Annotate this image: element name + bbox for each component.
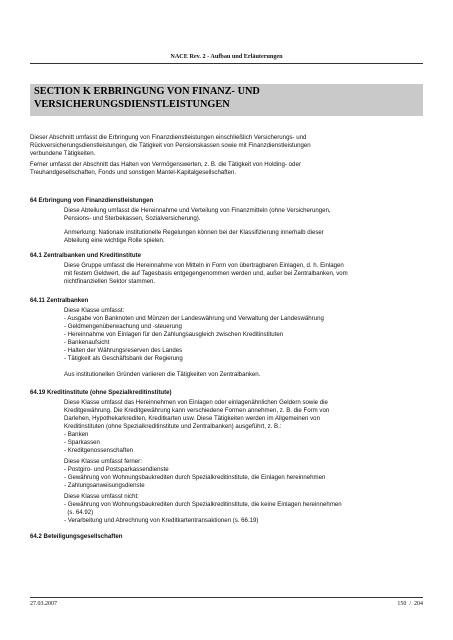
- text-line: Kreditinstituten (ohne Spezialkreditinstitute und Zentralbanken) ausgeführt, z. B.:: [64, 423, 282, 430]
- text-line: - Kreditgenossenschaften: [64, 447, 134, 454]
- text-line: Darlehen, Hypothekarkrediten, Kreditkarten usw. Diese Tätigkeiten werden im Allgemeinen von: [64, 415, 320, 422]
- intro-line: Rückversicherungsdienstleistungen, die Tätigkeit von Pensionskassen sowie mit Finanzdienstleistungen: [30, 142, 311, 149]
- text-line: - Ausgabe von Banknoten und Münzen der Landeswährung und Verwaltung der Landeswährung: [64, 315, 324, 322]
- heading-64-11: 64.11 Zentralbanken: [30, 297, 89, 304]
- text-line: Diese Klasse umfasst nicht:: [64, 493, 139, 500]
- heading-64: 64 Erbringung von Finanzdienstleistungen: [30, 197, 154, 204]
- text-line: Abteilung eine wichtige Rolle spielen.: [64, 237, 165, 244]
- heading-64-1: 64.1 Zentralbanken und Kreditinstitute: [30, 252, 142, 259]
- text-line: (s. 64.92): [64, 509, 94, 516]
- text-line: - Postgiro- und Postsparkassendienste: [64, 466, 169, 473]
- text-line: - Halten der Währungsreserven des Landes: [64, 347, 183, 354]
- text-line: Aus institutionellen Gründen variieren die Tätigkeiten von Zentralbanken.: [64, 371, 261, 378]
- heading-64-2: 64.2 Beteiligungsgesellschaften: [30, 533, 123, 540]
- text-line: - Tätigkeit als Geschäftsbank der Regierung: [64, 355, 183, 362]
- section-title-line1: SECTION K ERBRINGUNG VON FINANZ- UND: [34, 86, 260, 97]
- section-title-line2: VERSICHERUNGSDIENSTLEISTUNGEN: [34, 98, 230, 110]
- text-line: - Gewährung von Wohnungsbaukrediten durch Spezialkreditinstitute, die Einlagen hereinnehmen: [64, 474, 326, 481]
- text-line: - Geldmengenüberwachung und -steuerung: [64, 323, 182, 330]
- page-number: 150 / 204: [397, 601, 423, 607]
- text-line: Diese Klasse umfasst ferner:: [64, 458, 142, 465]
- header-rule: [30, 63, 423, 64]
- heading-64-19: 64.19 Kreditinstitute (ohne Spezialkreditinstitute): [30, 389, 172, 396]
- footer-date: 27.03.2007: [30, 601, 57, 607]
- text-line: - Sparkassen: [64, 439, 100, 446]
- text-line: Diese Klasse umfasst:: [64, 307, 125, 314]
- text-line: Diese Gruppe umfasst die Hereinnahme von Mitteln in Form von übertragbaren Einlagen, d. h. Einlagen: [64, 262, 344, 269]
- running-header: NACE Rev. 2 - Aufbau und Erläuterungen: [170, 53, 283, 60]
- footer-rule: [30, 597, 423, 598]
- text-line: - Banken: [64, 431, 89, 438]
- text-line: mit festem Geldwert, die auf Tagesbasis entgegengenommen werden und, außer bei Zentralbanken, vom: [64, 270, 348, 277]
- text-line: Anmerkung: Nationale institutionelle Regelungen können bei der Klassifizierung innerhalb dieser: [64, 229, 324, 236]
- intro-line: verbundene Tätigkeiten.: [30, 150, 96, 157]
- intro-line: Ferner umfasst der Abschnitt das Halten von Vermögenswerten, z. B. die Tätigkeit von Holding- oder: [30, 161, 301, 168]
- text-line: - Zahlungsanweisungsdienste: [64, 482, 145, 489]
- text-line: nichtfinanziellen Sektor stammen.: [64, 278, 156, 285]
- text-line: - Hereinnahme von Einlagen für den Zahlungsausgleich zwischen Kreditinstituten: [64, 331, 284, 338]
- text-line: - Bankenaufsicht: [64, 339, 110, 346]
- text-line: - Verarbeitung und Abrechnung von Kreditkartentransaktionen (s. 66.19): [64, 517, 259, 524]
- text-line: Kreditgewährung. Die Kreditgewährung kann verschiedene Formen annehmen, z. B. die Form von: [64, 407, 330, 414]
- intro-line: Dieser Abschnitt umfasst die Erbringung von Finanzdienstleistungen einschließlich Versicherungs- und: [30, 134, 307, 141]
- section-title-box: [30, 84, 423, 116]
- text-line: Diese Klasse umfasst das Hereinnehmen von Einlagen oder einlagenähnlichen Geldern sowie die: [64, 399, 328, 406]
- intro-line: Treuhandgesellschaften, Fonds und sonstigen Mantel-Kapitalgesellschaften.: [30, 169, 237, 176]
- text-line: - Gewährung von Wohnungsbaukrediten durch Spezialkreditinstitute, die keine Einlagen hereinnehmen: [64, 501, 342, 508]
- text-line: Pensions- und Sterbekassen, Sozialversicherung).: [64, 215, 201, 222]
- text-line: Diese Abteilung umfasst die Hereinnahme und Verteilung von Finanzmitteln (ohne Versicherungen,: [64, 207, 331, 214]
